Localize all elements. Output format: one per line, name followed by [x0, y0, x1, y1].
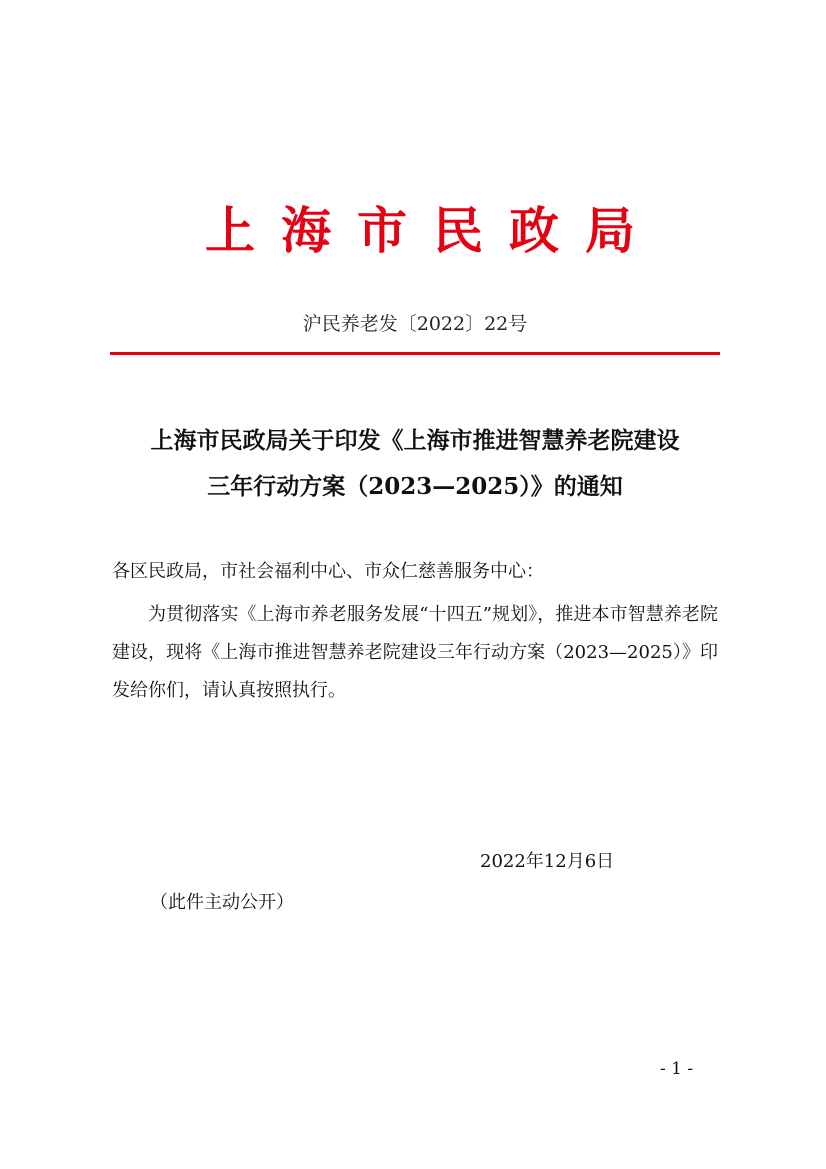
red-divider-line: [110, 352, 720, 355]
addressee: 各区民政局，市社会福利中心、市众仁慈善服务中心：: [112, 561, 544, 582]
body-paragraph: 为贯彻落实《上海市养老服务发展“十四五”规划》，推进本市智慧养老院建设，现将《上海市推进智慧养老院建设三年行动方案（2023—2025）》印发给你们，请认真按照执行。: [112, 604, 718, 701]
issue-date: 2022年12月6日: [480, 851, 615, 872]
disclosure-note: （此件主动公开）: [150, 892, 294, 913]
document-number: 沪民养老发〔2022〕22号: [302, 313, 528, 335]
notice-title: [100, 418, 730, 510]
notice-title-line-1: 上海市民政局关于印发《上海市推进智慧养老院建设: [150, 427, 680, 454]
notice-title-line-2: 三年行动方案（2023—2025）》的通知: [207, 473, 623, 500]
page-number: - 1 -: [660, 1059, 694, 1079]
agency-name: 上海市民政局: [205, 201, 661, 260]
